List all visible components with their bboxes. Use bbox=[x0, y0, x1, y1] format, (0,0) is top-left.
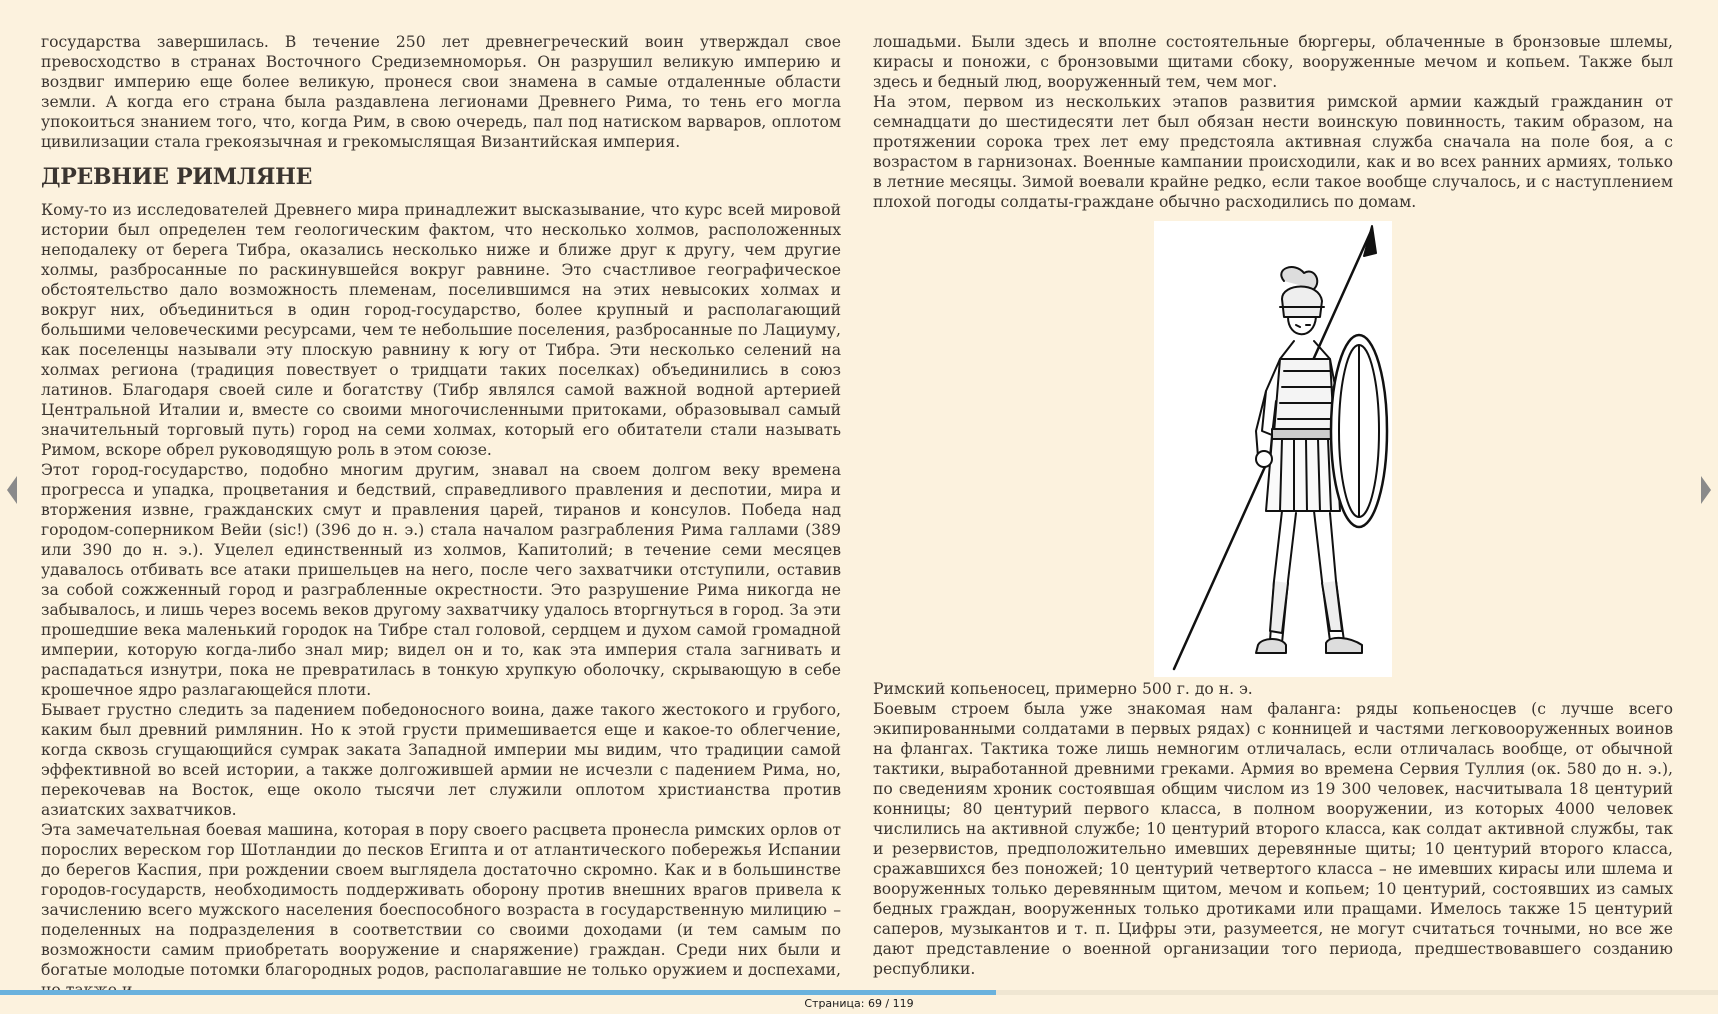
paragraph: Этот город-государство, подобно многим другим, знавал на своем долгом веку времена прогресса и упадка, процветания и бедствий, справедливого правления и деспотии, мира и вторжения извне, гражданских смут и правления царей, тиранов и консулов. Победа над городом-соперником Вейи (sic!) (396 до н. э.) стала началом разграбления Рима галлами (389 или 390 до н. э.). Уцелел единственный из холмов, Капитолий; в течение семи месяцев удавалось отбивать все атаки пришельцев на него, после чего захватчики отступили, оставив за собой сожженный город и разграбленные окрестности. Это разрушение Рима никогда не забывалось, и лишь через восемь веков другому захватчику удалось вторгнуться в город. За эти прошедшие века маленький городок на Тибре стал головой, сердцем и духом самой громадной империи, которую когда-либо знал мир; видел он и то, как эта империя стала загнивать и распадаться изнутри, пока не превратилась в тонкую хрупкую оболочку, скрывающую в себе крошечное ядро разлагающейся плоти. bbox=[41, 461, 841, 699]
left-column bbox=[41, 32, 841, 1000]
paragraph: Кому-то из исследователей Древнего мира принадлежит высказывание, что курс всей мировой истории был определен тем геологическим фактом, что несколько холмов, расположенных неподалеку от берега Тибра, оказались несколько ниже и ближе друг к другу, чем другие холмы, разбросанные по раскинувшейся вокруг равнине. Это счастливое географическое обстоятельство дало возможность племенам, поселившимся на этих невысоких холмах и вокруг них, объединиться в один город-государство, более крупный и располагающий большими человеческими ресурсами, чем те небольшие поселения, разбросанные по Лациуму, как поселенцы называли эту плоскую равнину к югу от Тибра. Эти несколько селений на холмах региона (традиция повествует о тридцати таких поселках) объединились в союз латинов. Благодаря своей силе и богатству (Тибр являлся самой важной водной артерией Центральной Италии и, вместе со своими многочисленными притоками, образовывал самый значительный торговый путь) город на семи холмах, который его обитатели стали называть Римом, вскоре обрел руководящую роль в этом союзе. bbox=[41, 201, 841, 459]
spearman-drawing bbox=[1154, 221, 1392, 677]
spearman-illustration bbox=[1154, 221, 1392, 677]
paragraph: Бывает грустно следить за падением победоносного воина, даже такого жестокого и грубого, каким был древний римлянин. Но к этой грусти примешивается еще и какое-то облегчение, когда сквозь сгущающийся сумрак заката Западной империи мы видим, что традиции самой эффективной во всей истории, а также долгожившей армии не исчезли с падением Рима, но, перекочевав на Восток, еще около тысячи лет служили оплотом христианства против азиатских захватчиков. bbox=[41, 701, 841, 819]
figure-caption: Римский копьеносец, примерно 500 г. до н. э. bbox=[873, 680, 1253, 698]
page-indicator: Страница: 69 / 119 bbox=[804, 997, 914, 1010]
prev-page-button[interactable] bbox=[7, 476, 17, 504]
right-column bbox=[873, 32, 1673, 979]
paragraph: На этом, первом из нескольких этапов развития римской армии каждый гражданин от семнадцати до шестидесяти лет был обязан нести воинскую повинность, таким образом, на протяжении сорока трех лет ему предстояла активная служба сначала на поле боя, а с возрастом в гарнизонах. Военные кампании происходили, как и во всех ранних армиях, только в летние месяцы. Зимой воевали крайне редко, если такое вообще случалось, и с наступлением плохой погоды солдаты-граждане обычно расходились по домам. bbox=[873, 93, 1673, 211]
reading-progress-fill bbox=[0, 990, 996, 995]
paragraph: Боевым строем была уже знакомая нам фаланга: ряды копьеносцев (с лучше всего экипированными солдатами в первых рядах) с конницей и частями легковооруженных воинов на флангах. Тактика тоже лишь немногим отличалась, если отличалась вообще, от обычной тактики, выработанной древними греками. Армия во времена Сервия Туллия (ок. 580 до н. э.), по сведениям хроник состоявшая общим числом из 19 300 человек, насчитывала 18 центурий конницы; 80 центурий первого класса, в полном вооружении, из которых 4000 человек числились на активной службе; 10 центурий второго класса, как солдат активной службы, так и резервистов, предположительно имевших деревянные щиты; 10 центурий второго класса, сражавшихся без поножей; 10 центурий четвертого класса – не имевших кирасы или шлема и вооруженных только деревянным щитом, мечом и копьем; 10 центурий, состоявших из самых бедных граждан, вооруженных только дротиками или пращами. Имелось также 15 центурий саперов, музыкантов и т. п. Цифры эти, разумеется, не могут считаться точными, но все же дают представление о военной организации того периода, предшествовавшего созданию республики. bbox=[873, 700, 1673, 978]
reading-progress-bar[interactable] bbox=[0, 990, 1718, 995]
paragraph: Эта замечательная боевая машина, которая в пору своего расцвета пронесла римских орлов от порослих вереском гор Шотландии до песков Египта и от атлантического побережья Испании до берегов Каспия, при рождении своем выглядела достаточно скромно. Как и в большинстве городов-государств, необходимость поддерживать оборону против внешних врагов привела к зачислению всего мужского населения боеспособного возраста в государственную милицию – поделенных на подразделения в соответствии со своими доходами (и тем самым по возможности самим приобретать вооружение и снаряжение) граждан. Среди них были и богатые молодые потомки благородных родов, располагавшие не только оружием и доспехами, bbox=[41, 821, 841, 979]
paragraph: лошадьми. Были здесь и вполне состоятельные бюргеры, облаченные в бронзовые шлемы, кирасы и поножи, с бронзовыми щитами сбоку, вооруженные мечом и копьем. Также был здесь и бедный люд, вооруженный тем, чем мог. bbox=[873, 33, 1673, 91]
next-page-button[interactable] bbox=[1701, 476, 1711, 504]
paragraph: государства завершилась. В течение 250 лет древнегреческий воин утверждал свое превосходство в странах Восточного Средиземноморья. Он разрушил великую империю и воздвиг империю еще более великую, пронеся свои знамена в самые отдаленные области земли. А когда его страна была раздавлена легионами Древнего Рима, то тень его могла упокоиться знанием того, что, когда Рим, в свою очередь, пал под натиском варваров, оплотом цивилизации стала грекоязычная и грекомыслящая Византийская империя. bbox=[41, 33, 841, 151]
chapter-heading: ДРЕВНИЕ РИМЛЯНЕ bbox=[41, 164, 313, 190]
